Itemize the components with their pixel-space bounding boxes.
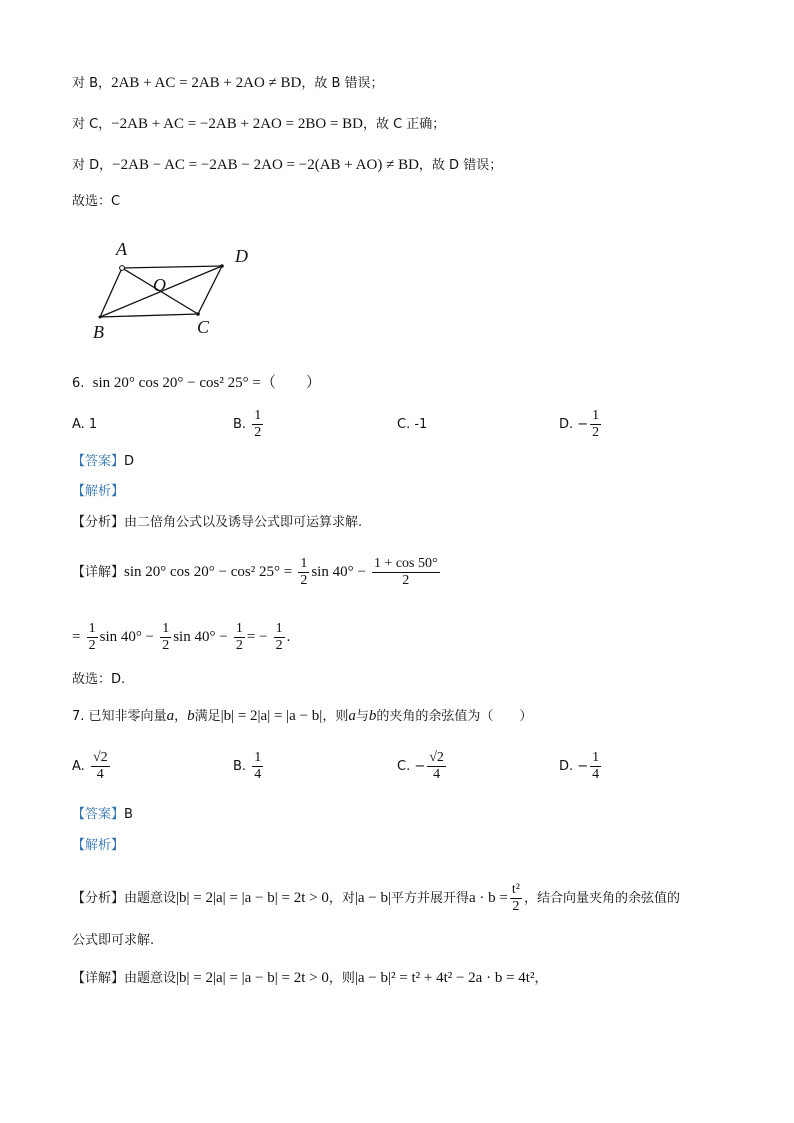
- math-text: = −: [246, 629, 268, 645]
- numerator: 1: [592, 750, 600, 765]
- numerator: 1: [275, 621, 283, 636]
- fraction: [298, 556, 309, 589]
- analysis-tag: 【解析】: [72, 838, 125, 853]
- fraction: [252, 408, 263, 441]
- math-text: sin 40° −: [99, 629, 155, 645]
- q6-analysis-tag: [72, 482, 124, 502]
- math-text: =: [72, 629, 81, 645]
- q6-xiangjie-line2: [72, 621, 290, 654]
- q7-fenxi: [72, 882, 680, 915]
- fenxi-text: ，结合向量夹角的余弦值的: [523, 891, 680, 906]
- condition-math: |b| = 2|a| = |a − b| = 2t > 0: [176, 970, 329, 986]
- numerator: √2: [429, 750, 444, 765]
- label-a: A: [116, 239, 127, 259]
- vector-a: a: [166, 708, 175, 724]
- question-text: sin 20° cos 20° − cos² 25° =（ ）: [92, 375, 321, 391]
- line-prefix: 对 C，: [72, 117, 112, 132]
- q6-final: 故选：D.: [72, 672, 126, 687]
- fraction: [252, 750, 263, 783]
- numerator: 1: [88, 621, 96, 636]
- answer-value: D: [124, 454, 135, 469]
- xiangjie-tag: 【详解】: [72, 565, 125, 580]
- answer-value: B: [124, 807, 133, 822]
- fenxi-text: 平方并展开得: [390, 891, 469, 906]
- answer-tag: 【答案】: [72, 454, 125, 469]
- fraction: [91, 750, 110, 783]
- q6-option-a: A. 1: [72, 417, 98, 432]
- q7-analysis-tag: [72, 836, 124, 856]
- numerator: 1: [300, 556, 308, 571]
- denominator: 2: [512, 899, 520, 914]
- numerator: √2: [92, 750, 108, 765]
- option-prefix: B.: [233, 759, 247, 774]
- fraction: [160, 621, 171, 654]
- fraction: [234, 621, 245, 654]
- denominator: 2: [235, 638, 243, 653]
- q6-option-b: [233, 408, 265, 441]
- denominator: 4: [96, 767, 104, 782]
- q7-option-a: [72, 750, 112, 783]
- numerator: t²: [511, 882, 520, 897]
- question-number: 6.: [72, 376, 85, 391]
- vector-expression: −2AB + AC = −2AB + 2AO = 2BO = BD: [111, 116, 363, 132]
- denominator: 4: [433, 767, 441, 782]
- fenxi-tag: 【分析】: [72, 891, 125, 906]
- q6-answer: [72, 452, 134, 472]
- option-prefix: D. −: [559, 417, 589, 432]
- option-prefix: D. −: [559, 759, 589, 774]
- equation-math: |a − b|² = t² + 4t² − 2a · b = 4t²: [354, 970, 535, 986]
- vector-b: b: [368, 708, 377, 724]
- numerator: 1: [592, 408, 600, 423]
- line-suffix: ，故 B 错误；: [301, 76, 384, 91]
- question-text: 满足: [194, 709, 221, 724]
- question-number: 7.: [72, 709, 85, 724]
- numerator: 1: [254, 750, 262, 765]
- question-text: 已知非零向量: [88, 709, 167, 724]
- vector-b: b: [187, 708, 195, 724]
- q6-option-c: C. -1: [397, 417, 428, 432]
- denominator: 4: [592, 767, 600, 782]
- vector-expression: 2AB + AC = 2AB + 2AO ≠ BD: [111, 75, 302, 91]
- fenxi-text: ，对: [328, 891, 355, 906]
- numerator: 1 + cos 50°: [373, 556, 438, 571]
- fraction: [590, 750, 601, 783]
- numerator: 1: [235, 621, 243, 636]
- question-text: ，则: [322, 709, 349, 724]
- condition-math: |b| = 2|a| = |a − b|: [220, 708, 323, 724]
- xiangjie-text: ，则: [328, 971, 355, 986]
- vector-expression: −2AB − AC = −2AB − 2AO = −2(AB + AO) ≠ BD: [112, 157, 419, 173]
- question-6-stem: [72, 373, 321, 394]
- analysis-tag: 【解析】: [72, 484, 125, 499]
- line-suffix: ，故 C 正确；: [362, 117, 446, 132]
- parallelogram-figure: [88, 238, 268, 348]
- abs-math: |a − b|: [354, 890, 391, 906]
- line-suffix: ，故 D 错误；: [418, 158, 503, 173]
- choice-line: 故选：C: [72, 194, 121, 209]
- vector-a: a: [348, 708, 356, 724]
- question-text: 的夹角的余弦值为（ ）: [376, 709, 533, 724]
- q7-option-c: [397, 750, 448, 783]
- denominator: 2: [254, 425, 262, 440]
- dot-math: a · b =: [469, 890, 508, 906]
- math-text: .: [286, 629, 291, 645]
- fenxi-tag: 【分析】: [72, 515, 125, 530]
- answer-tag: 【答案】: [72, 807, 125, 822]
- xiangjie-tag: 【详解】: [72, 971, 125, 986]
- xiangjie-text: ，: [534, 971, 548, 986]
- line-option-b: [72, 73, 384, 94]
- fenxi-text: 由题意设: [124, 891, 177, 906]
- option-prefix: C. −: [397, 759, 426, 774]
- question-text: 与: [355, 709, 369, 724]
- fraction: [372, 556, 440, 589]
- line-option-c: [72, 114, 445, 135]
- condition-math: |b| = 2|a| = |a − b| = 2t > 0: [176, 890, 329, 906]
- denominator: 2: [592, 425, 600, 440]
- line-option-d: [72, 155, 502, 176]
- numerator: 1: [162, 621, 170, 636]
- fraction: [87, 621, 98, 654]
- numerator: 1: [254, 408, 262, 423]
- label-c: C: [197, 317, 210, 337]
- q7-answer: [72, 805, 133, 825]
- fraction: [510, 882, 522, 915]
- denominator: 4: [254, 767, 262, 782]
- line-prefix: 对 B，: [72, 76, 112, 91]
- denominator: 2: [300, 573, 308, 588]
- q6-fenxi: [72, 513, 362, 533]
- denominator: 2: [162, 638, 170, 653]
- q7-xiangjie: [72, 968, 547, 989]
- q7-option-b: [233, 750, 265, 783]
- xiangjie-text: 由题意设: [124, 971, 177, 986]
- denominator: 2: [275, 638, 283, 653]
- option-prefix: B.: [233, 417, 247, 432]
- denominator: 2: [88, 638, 96, 653]
- fraction: [590, 408, 601, 441]
- math-text: sin 20° cos 20° − cos² 25° =: [124, 564, 293, 580]
- q6-xiangjie-line1: [72, 556, 442, 589]
- q7-fenxi-cont: 公式即可求解.: [72, 933, 155, 948]
- fraction: [274, 621, 285, 654]
- denominator: 2: [402, 573, 410, 588]
- label-o: O: [153, 275, 166, 295]
- fraction: [427, 750, 446, 783]
- q6-option-d: [559, 408, 603, 441]
- option-prefix: A.: [72, 759, 85, 774]
- math-text: sin 40° −: [173, 629, 228, 645]
- label-d: D: [235, 246, 248, 266]
- line-prefix: 对 D，: [72, 158, 113, 173]
- label-b: B: [93, 322, 104, 342]
- q7-option-d: [559, 750, 603, 783]
- math-text: sin 40° −: [311, 564, 366, 580]
- question-text: ，: [174, 709, 188, 724]
- fenxi-text: 由二倍角公式以及诱导公式即可运算求解.: [124, 515, 363, 530]
- question-7-stem: [72, 706, 532, 727]
